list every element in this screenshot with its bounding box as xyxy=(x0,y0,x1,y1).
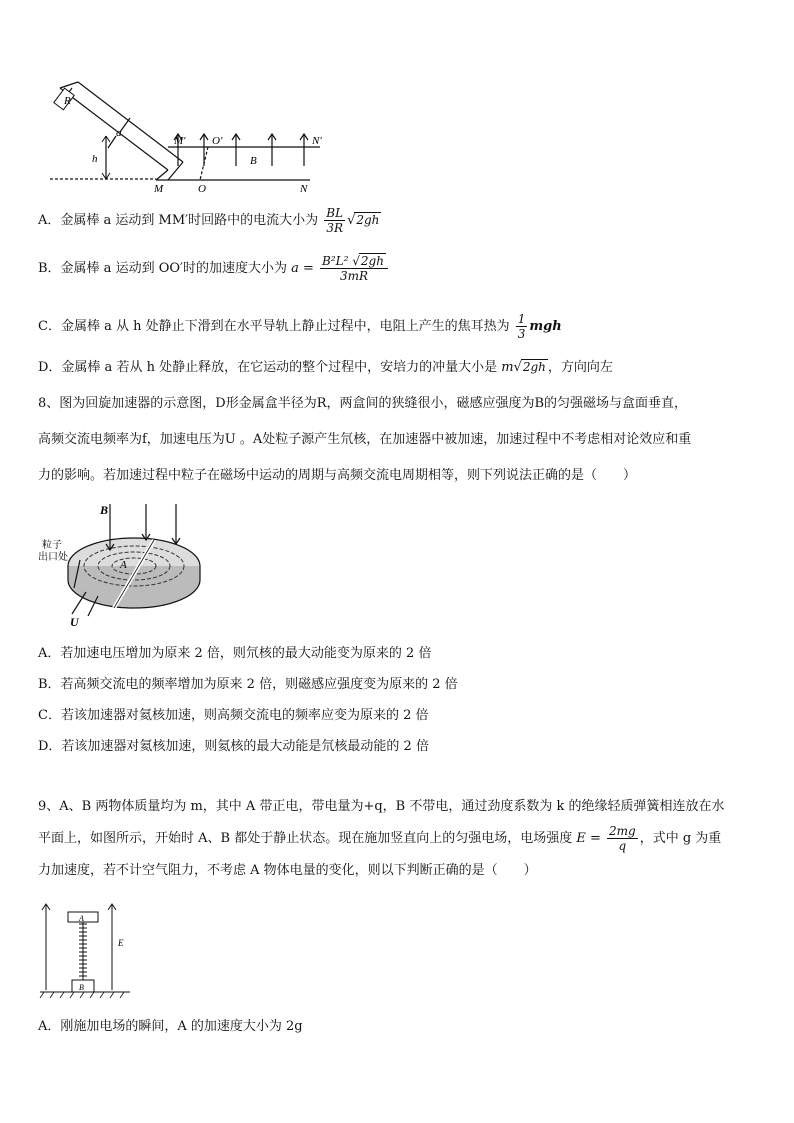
q9-line1: 9、A、B 两物体质量均为 m，其中 A 带正电，带电量为+q，B 不带电，通过劲度系数为 k 的绝缘轻质弹簧相连放在水 xyxy=(38,799,725,814)
q8-line1: 8、图为回旋加速器的示意图，D形金属盒半径为R，两盒间的狭缝很小，磁感应强度为B的匀强磁场与盒面垂直， xyxy=(38,396,688,411)
label-B: B xyxy=(250,155,257,167)
q8-option-c: C．若该加速器对氦核加速，则高频交流电的频率应变为原来的 2 倍 xyxy=(38,708,429,723)
q7-option-a: A．金属棒 a 运动到 MM′时回路中的电流大小为 $\frac{BL}{3R}$ √2gh xyxy=(38,206,380,235)
q8-option-a: A．若加速电压增加为原来 2 倍，则氘核的最大动能变为原来的 2 倍 xyxy=(38,646,432,661)
label-B: B xyxy=(100,503,109,517)
cyclotron-figure xyxy=(36,500,206,630)
label-R: R xyxy=(64,95,71,107)
q9-line3: 力加速度，若不计空气阻力，不考虑 A 物体电量的变化，则以下判断正确的是（ ） xyxy=(38,863,537,878)
q7-option-c-text: C．金属棒 a 从 h 处静止下滑到在水平导轨上静止过程中，电阻上产生的焦耳热为 xyxy=(38,319,510,334)
q7-option-b-text: B．金属棒 a 运动到 OO′时的加速度大小为 xyxy=(38,261,287,276)
label-O: O xyxy=(198,183,206,195)
q9-option-a: A．刚施加电场的瞬间，A 的加速度大小为 2g xyxy=(38,1019,303,1034)
q7-option-d-text: D．金属棒 a 若从 h 处静止释放，在它运动的整个过程中，安培力的冲量大小是 xyxy=(38,360,498,375)
label-O-top: O' xyxy=(212,135,223,147)
q9-line2: 平面上，如图所示，开始时 A、B 都处于静止状态。现在施加竖直向上的匀强电场，电场强度 E = $\frac{2mg}{q}$ ，式中 g 为重 xyxy=(38,824,722,853)
label-M-top: M' xyxy=(174,135,186,147)
label-N: N xyxy=(300,183,308,195)
label-A: A xyxy=(120,559,127,571)
q7-option-c: C．金属棒 a 从 h 处静止下滑到在水平导轨上静止过程中，电阻上产生的焦耳热为 $\frac{1}{3}$ mgh xyxy=(38,312,562,341)
label-h: h xyxy=(92,153,98,165)
fraction: $\frac{2mg}{q}$ xyxy=(609,824,636,853)
q7-option-a-text: A．金属棒 a 运动到 MM′时回路中的电流大小为 xyxy=(38,213,319,228)
q8-option-b: B．若高频交流电的频率增加为原来 2 倍，则磁感应强度变为原来的 2 倍 xyxy=(38,677,458,692)
q8-option-d: D．若该加速器对氦核加速，则氦核的最大动能是氘核最动能的 2 倍 xyxy=(38,739,429,754)
label-M: M xyxy=(154,183,164,195)
q7-option-b: B．金属棒 a 运动到 OO′时的加速度大小为 a = $\frac{\text{B²L² √2gh}}{3mR}$ xyxy=(38,254,390,283)
label-E: E xyxy=(118,938,124,948)
q8-line2: 高频交流电频率为f，加速电压为U 。A处粒子源产生氘核，在加速器中被加速，加速过程中不考虑相对论效应和重 xyxy=(38,432,692,447)
label-N-top: N' xyxy=(312,135,322,147)
rail-figure xyxy=(40,78,370,198)
spring-figure xyxy=(38,900,138,1000)
fraction: $\frac{1}{3}$ xyxy=(517,312,526,341)
label-A: A xyxy=(79,914,84,923)
q8-line3: 力的影响。若加速过程中粒子在磁场中运动的周期与高频交流电周期相等，则下列说法正确的是（ ） xyxy=(38,468,637,483)
label-exit-2: 出口处 xyxy=(38,552,68,563)
label-exit-1: 粒子 xyxy=(42,540,62,551)
fraction: $\frac{\text{B²L² √2gh}}{3mR}$ xyxy=(320,254,388,283)
label-a: a xyxy=(116,127,122,139)
label-U: U xyxy=(70,615,79,629)
fraction: $\frac{BL}{3R}$ xyxy=(326,206,344,235)
q7-option-d: D．金属棒 a 若从 h 处静止释放，在它运动的整个过程中，安培力的冲量大小是 m√2gh ，方向向左 xyxy=(38,360,613,375)
sqrt-term: 2gh xyxy=(356,213,380,227)
label-B: B xyxy=(79,983,84,992)
